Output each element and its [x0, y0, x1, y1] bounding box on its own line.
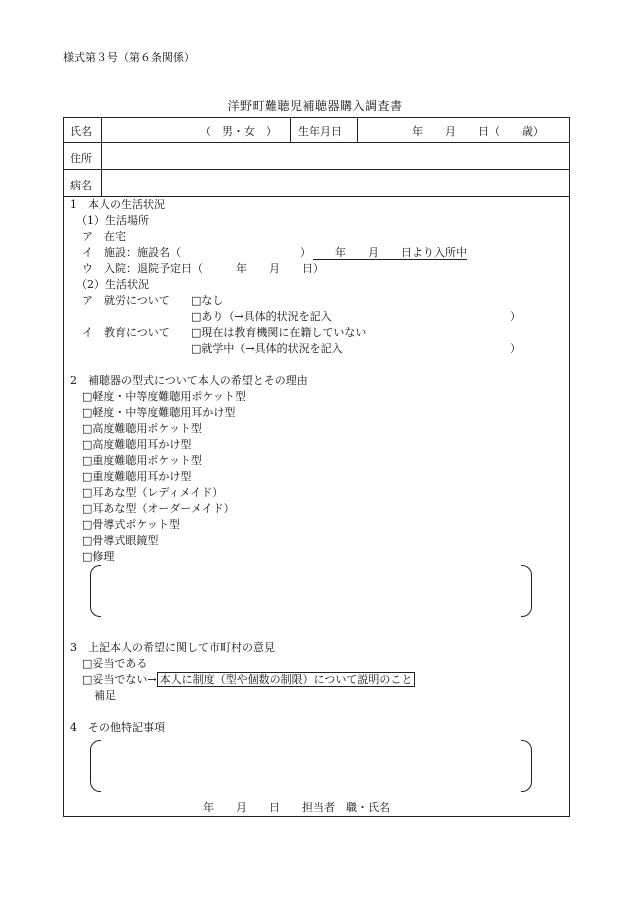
work-close-paren: ）	[510, 310, 521, 323]
date-signature-line[interactable]: 年 月 日 担当者 職・氏名	[203, 801, 390, 814]
hearing-aid-option[interactable]: □耳あな型（レディメイド）	[82, 486, 224, 499]
hearing-aid-option[interactable]: □修理	[82, 550, 115, 563]
option-home[interactable]: ア 在宅	[82, 230, 126, 243]
section2-heading: 2 補聴器の型式について本人の希望とその理由	[70, 374, 308, 387]
explanation-note-box: 本人に制度（型や個数の制限）について説明のこと	[157, 672, 416, 687]
education-yes-checkbox[interactable]: □就学中（→具体的状況を記入	[191, 342, 343, 355]
facility-close-paren: ）	[300, 246, 311, 259]
inappropriate-label: □妥当でない→	[82, 673, 157, 686]
form-number: 様式第３号（第６条関係）	[63, 51, 195, 64]
hearing-aid-option[interactable]: □軽度・中等度難聴用ポケット型	[82, 390, 246, 403]
hearing-aid-option[interactable]: □重度難聴用ポケット型	[82, 454, 202, 467]
remarks-bracket-left	[90, 740, 101, 792]
hearing-aid-option[interactable]: □骨導式ポケット型	[82, 518, 180, 531]
row-divider	[63, 142, 570, 143]
birth-field[interactable]: 年 月 日（ 歳）	[412, 125, 544, 138]
hearing-aid-option[interactable]: □高度難聴用ポケット型	[82, 422, 202, 435]
reason-bracket-left	[90, 565, 101, 617]
sex-field[interactable]: （ 男・女 ）	[200, 125, 277, 138]
cell-divider	[357, 117, 358, 142]
birth-label: 生年月日	[298, 125, 342, 138]
work-label: ア 就労について	[82, 294, 170, 307]
education-close-paren: ）	[510, 342, 521, 355]
education-none-checkbox[interactable]: □現在は教育機関に在籍していない	[191, 326, 367, 339]
label-column-divider	[101, 117, 102, 196]
document-title: 洋野町難聴児補聴器購入調査書	[227, 99, 403, 113]
option-facility[interactable]: イ 施設：施設名（	[82, 246, 181, 259]
hearing-aid-option[interactable]: □高度難聴用耳かけ型	[82, 438, 192, 451]
work-yes-checkbox[interactable]: □あり（→具体的状況を記入	[191, 310, 332, 323]
education-label: イ 教育について	[82, 326, 170, 339]
opinion-inappropriate-checkbox[interactable]	[82, 672, 415, 688]
section3-heading: 3 上記本人の希望に関して市町村の意見	[70, 641, 275, 654]
section4-heading: 4 その他特記事項	[70, 721, 165, 734]
work-none-checkbox[interactable]: □なし	[191, 294, 224, 307]
section1-heading: 1 本人の生活状況	[70, 198, 165, 211]
hearing-aid-option[interactable]: □耳あな型（オーダーメイド）	[82, 502, 235, 515]
cell-divider	[290, 117, 291, 142]
living-place-heading: （1）生活場所	[76, 214, 149, 227]
hearing-aid-option[interactable]: □骨導式眼鏡型	[82, 534, 159, 547]
hearing-aid-option[interactable]: □軽度・中等度難聴用耳かけ型	[82, 406, 236, 419]
supplement-label: 補足	[94, 689, 116, 702]
remarks-bracket-right	[521, 740, 532, 792]
name-label: 氏名	[70, 125, 92, 138]
facility-admission-date[interactable]	[313, 245, 467, 261]
hearing-aid-option[interactable]: □重度難聴用耳かけ型	[82, 470, 192, 483]
option-hospital[interactable]: ウ 入院：退院予定日（ 年 月 日）	[82, 262, 324, 275]
opinion-appropriate-checkbox[interactable]: □妥当である	[82, 657, 148, 670]
living-status-heading: （2）生活状況	[76, 278, 149, 291]
reason-bracket-right	[521, 565, 532, 617]
address-label: 住所	[70, 152, 92, 165]
disease-label: 病名	[70, 179, 92, 192]
row-divider	[63, 169, 570, 170]
admission-date-text: 年 月 日より入所中	[313, 246, 467, 259]
